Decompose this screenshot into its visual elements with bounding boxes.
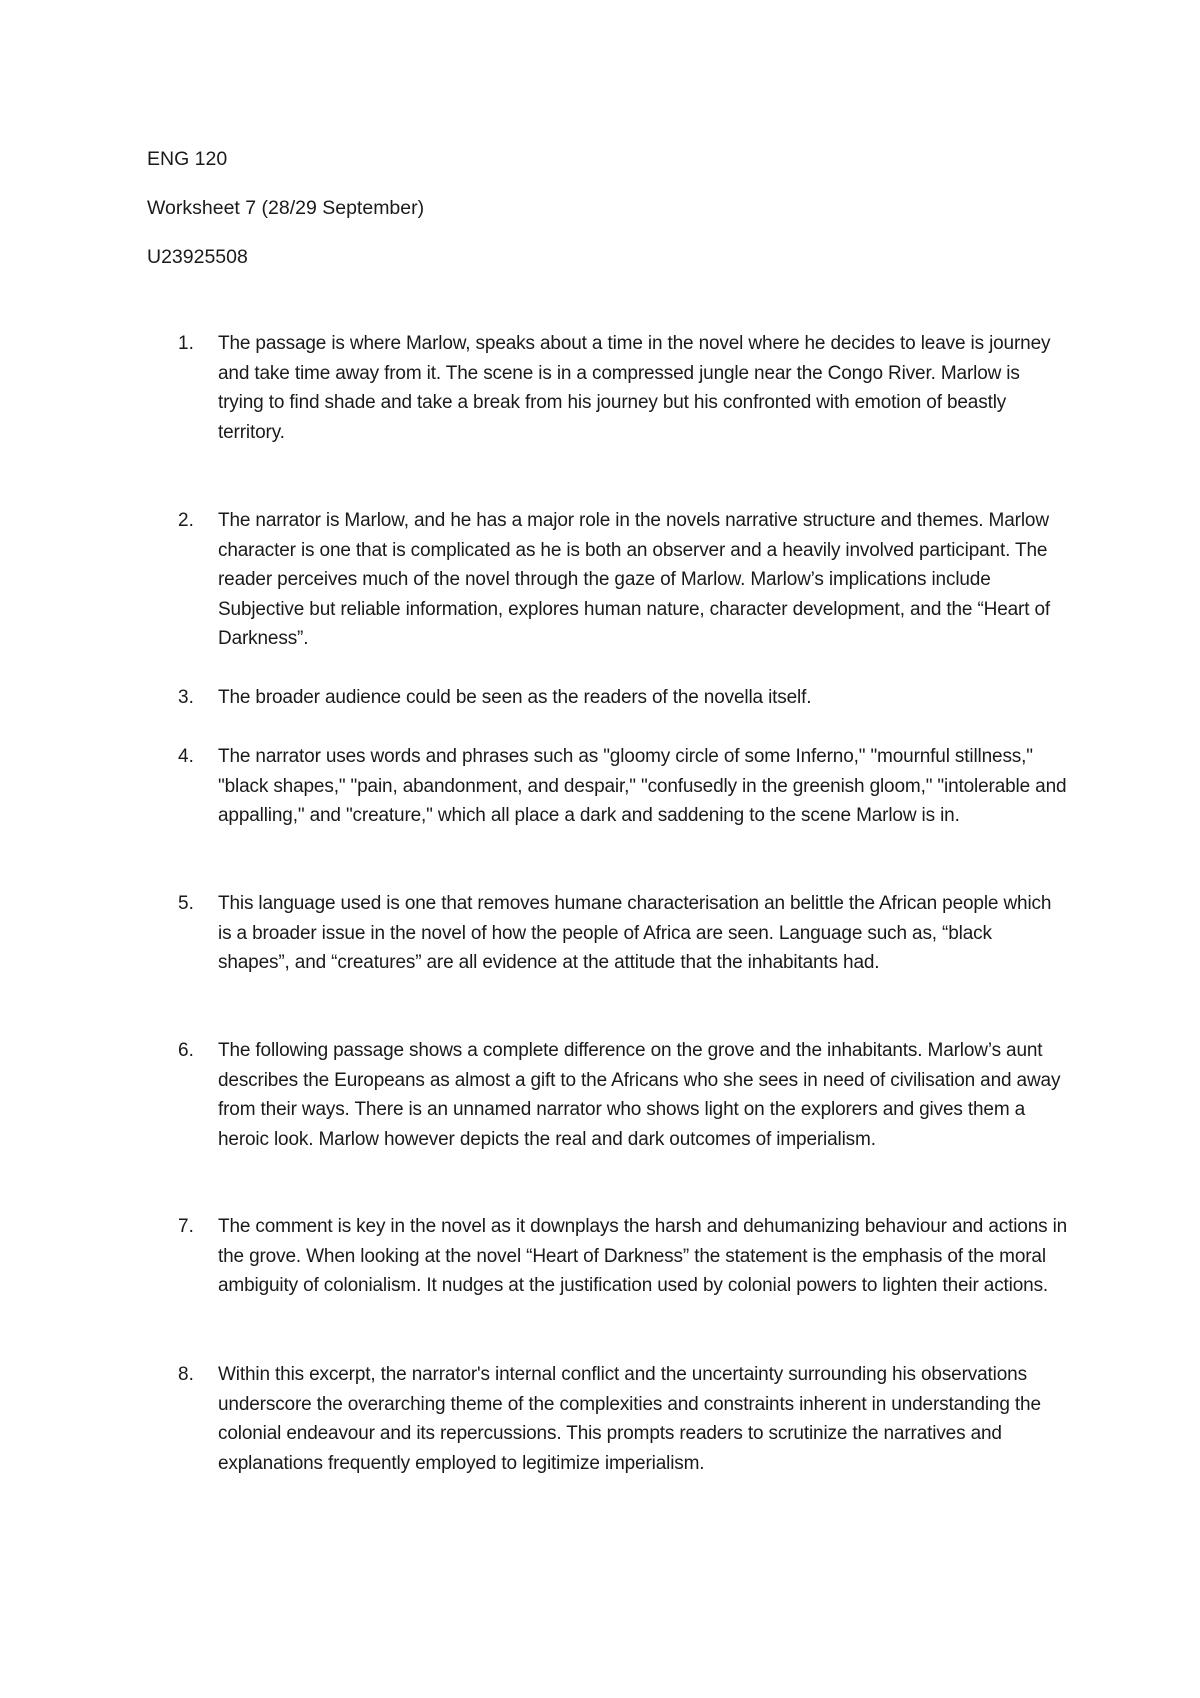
- answer-text: The passage is where Marlow, speaks about a time in the novel where he decides to leave is journey and take time away from it. The scene is in a compressed jungle near the Congo River. Marlow is trying to find shade and take a break from his journey but his confronted with emotion of beastly territory.: [218, 333, 1051, 443]
- answer-number: 2.: [178, 510, 194, 531]
- answer-text: Within this excerpt, the narrator's internal conflict and the uncertainty surrounding his observations underscore the overarching theme of the complexities and constraints inherent in understanding the colonial endeavour and its repercussions. This prompts readers to scrutinize the narratives and explanations frequently employed to legitimize imperialism.: [218, 1364, 1041, 1474]
- course-code: ENG 120: [147, 148, 228, 170]
- answer-number: 6.: [178, 1040, 194, 1061]
- answer-text: The narrator uses words and phrases such as "gloomy circle of some Inferno," "mournful stillness," "black shapes," "pain, abandonment, and despair," "confusedly in the greenish gloom," "intolerable and appalling," and "creature," which all place a dark and saddening to the scene Marlow is in.: [218, 746, 1067, 826]
- answer-number: 7.: [178, 1216, 194, 1237]
- worksheet-title: Worksheet 7 (28/29 September): [147, 197, 425, 219]
- student-id: U23925508: [147, 246, 248, 268]
- answer-text: The comment is key in the novel as it downplays the harsh and dehumanizing behaviour and actions in the grove. When looking at the novel “Heart of Darkness” the statement is the emphasis of the moral ambiguity of colonialism. It nudges at the justification used by colonial powers to lighten their actions.: [218, 1216, 1068, 1296]
- answer-number: 5.: [178, 893, 194, 914]
- answer-text: The following passage shows a complete difference on the grove and the inhabitants. Marlow’s aunt describes the Europeans as almost a gift to the Africans who she sees in need of civilisation and away from their ways. There is an unnamed narrator who shows light on the explorers and gives them a heroic look. Marlow however depicts the real and dark outcomes of imperialism.: [218, 1040, 1061, 1150]
- answer-number: 1.: [178, 333, 194, 354]
- answer-number: 8.: [178, 1364, 194, 1385]
- answer-text: This language used is one that removes humane characterisation an belittle the African people which is a broader issue in the novel of how the people of Africa are seen. Language such as, “black shapes”, and “creatures” are all evidence at the attitude that the inhabitants had.: [218, 893, 1052, 973]
- answer-number: 3.: [178, 687, 194, 708]
- answer-text: The narrator is Marlow, and he has a major role in the novels narrative structure and themes. Marlow character is one that is complicated as he is both an observer and a heavily involved participant. The reader perceives much of the novel through the gaze of Marlow. Marlow’s implications include Subjective but reliable information, explores human nature, character development, and the “Heart of Darkness”.: [218, 510, 1051, 649]
- answer-text: The broader audience could be seen as the readers of the novella itself.: [218, 687, 812, 708]
- answer-number: 4.: [178, 746, 194, 767]
